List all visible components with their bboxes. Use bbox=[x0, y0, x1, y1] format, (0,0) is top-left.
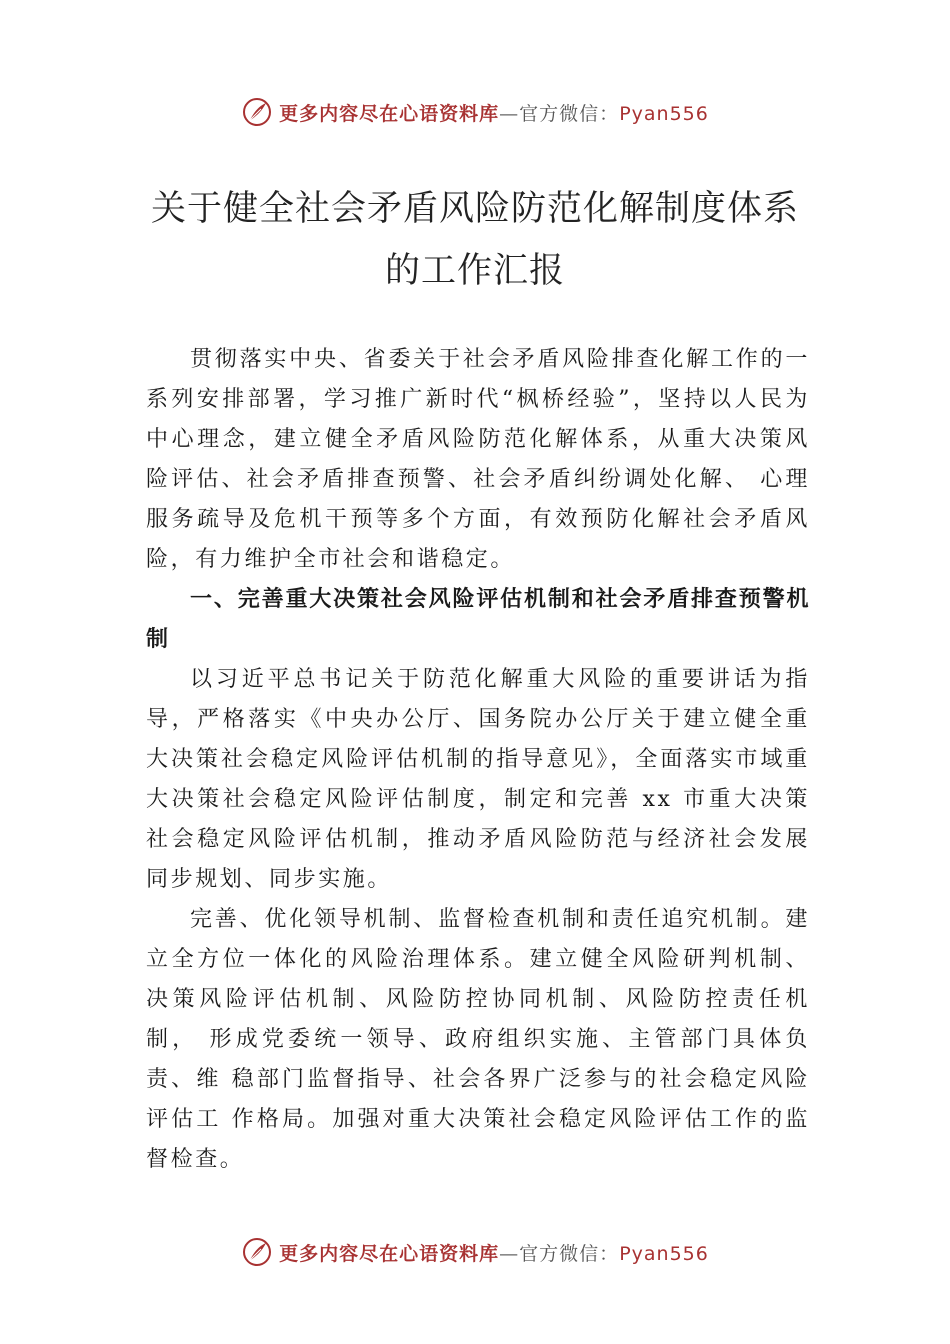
watermark-wechat-id: Pyan556 bbox=[619, 1242, 709, 1265]
watermark-brand: 更多内容尽在心语资料库 bbox=[279, 102, 500, 125]
section-1-paragraph-2: 完善、优化领导机制、监督检查机制和责任追究机制。建立全方位一体化的风险治理体系。建立健全风险研判机制、决策风险评估机制、风险防控协同机制、风险防控责任机制， 形成党委统一领导、政府组织实施、主管部门具体负责、维 稳部门监督指导、社会各界广泛参与的社会稳定风险评估工 作格局。加强对重大决策社会稳定风险评估工作的监督检查。 bbox=[146, 907, 810, 1172]
watermark-dash: — bbox=[499, 102, 520, 125]
section-1-heading: 一、完善重大决策社会风险评估机制和社会矛盾排查预警机制 bbox=[146, 587, 810, 652]
feather-logo-icon bbox=[241, 1236, 273, 1268]
watermark-wechat-label: 官方微信： bbox=[519, 102, 620, 125]
watermark-text bbox=[279, 1239, 709, 1266]
intro-paragraph: 贯彻落实中央、省委关于社会矛盾风险排查化解工作的一系列安排部署，学习推广新时代“枫桥经验”，坚持以人民为中心理念，建立健全矛盾风险防范化解体系，从重大决策风险评估、社会矛盾排查预警、社会矛盾纠纷调处化解、 心理服务疏导及危机干预等多个方面，有效预防化解社会矛盾风险，有力维护全市社会和谐稳定。 bbox=[146, 347, 810, 572]
watermark-wechat-label: 官方微信： bbox=[519, 1242, 620, 1265]
watermark-dash: — bbox=[499, 1242, 520, 1265]
feather-logo-icon bbox=[241, 96, 273, 128]
section-1-paragraph-1: 以习近平总书记关于防范化解重大风险的重要讲话为指导，严格落实《中央办公厅、国务院办公厅关于建立健全重大决策社会稳定风险评估机制的指导意见》，全面落实市域重大决策社会稳定风险评估制度，制定和完善 xx 市重大决策社会稳定风险评估机制，推动矛盾风险防范与经济社会发展同步规划、同步实施。 bbox=[146, 667, 810, 892]
watermark-wechat-id: Pyan556 bbox=[619, 102, 709, 125]
document-body bbox=[146, 340, 810, 1180]
title-line-2: 的工作汇报 bbox=[384, 251, 565, 291]
title-line-1: 关于健全社会矛盾风险防范化解制度体系 bbox=[150, 189, 799, 229]
watermark-footer bbox=[0, 1232, 950, 1272]
watermark-brand: 更多内容尽在心语资料库 bbox=[279, 1242, 500, 1265]
document-title bbox=[120, 178, 830, 302]
watermark-text bbox=[279, 99, 709, 126]
watermark-header bbox=[0, 92, 950, 132]
